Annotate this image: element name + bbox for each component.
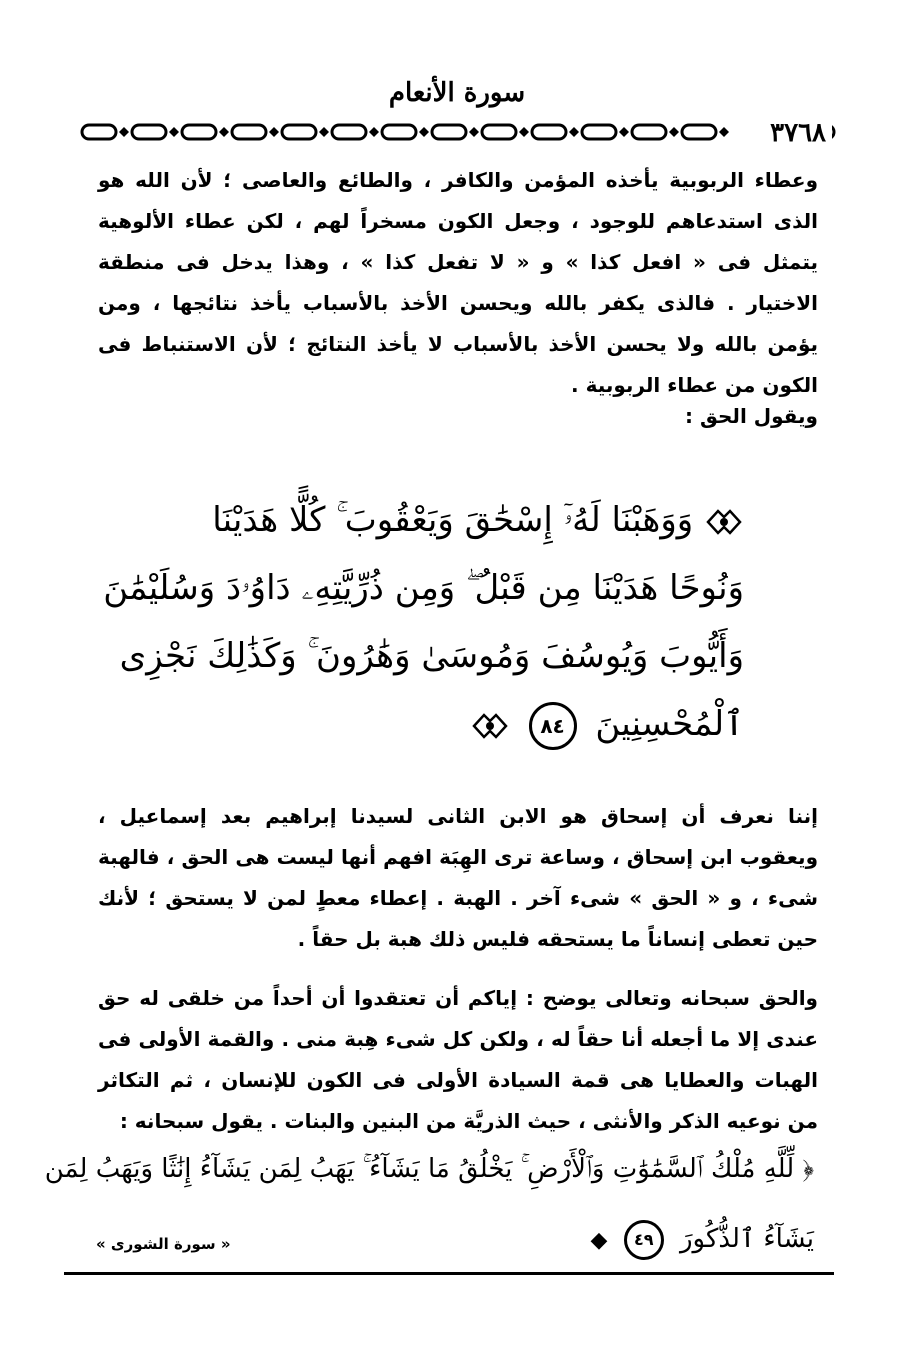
border-link-icon [582,125,629,139]
border-link-icon [432,125,479,139]
border-link-icon [182,125,229,139]
intro-line: ويقول الحق : [685,404,818,428]
verse-line [184,486,744,554]
verse-number-marker: ٤٩ [624,1220,664,1260]
paragraph-1: وعطاء الربوبية يأخذه المؤمن والكافر ، والطائع والعاصى ؛ لأن الله هو الذى استدعاهم للوجود ، وجعل الكون مسخراً لهم ، لكن عطاء الألوهية يتمثل فى « افعل كذا » و « لا تفعل كذا » ، وهذا يدخل فى منطقة الاختيار . فالذى يكفر بالله ويحسن الأخذ بالأسباب يأخذ نتائجها ، ومن يؤمن بالله ولا يحسن الأخذ بالأسباب لا يأخذ النتائج ؛ لأن الاستنباط فى الكون من عطاء الربوبية . [98,168,818,397]
border-link-icon [282,125,329,139]
verse-text: يَشَآءُ ٱلذُّكُورَ [679,1224,814,1254]
border-link-icon [332,125,379,139]
border-link-icon [132,125,179,139]
border-link-icon [232,125,279,139]
closing-bracket-icon: ◆ [590,1228,608,1253]
verse-start-ornament-icon [704,505,744,539]
verse-text: ٱلْمُحْسِنِينَ [595,704,744,744]
border-link-icon [382,125,429,139]
border-link-icon [632,125,679,139]
footnote-reference: « سورة الشورى » [96,1235,231,1253]
border-link-icon [682,125,729,139]
paragraph-3: والحق سبحانه وتعالى يوضح : إياكم أن تعتقدوا أن أحداً من خلقى له حق عندى إلا ما أجعله أنا حقاً له ، ولكن كل شىء هِبة منى . والقمة الأولى فى الهبات والعطايا هى قمة السيادة الأولى فى الكون للإنسان ، ثم التكاثر من نوعيه الذكر والأنثى ، حيث الذريَّة من البنين والبنات . يقول سبحانه : [98,986,818,1133]
footer-rule [64,1272,834,1275]
ornamental-border [78,119,838,145]
border-link-icon [82,125,129,139]
border-link-icon [482,125,529,139]
page-number: ٣٧٦٨ [764,118,832,148]
surah-title: سورة الأنعام [388,78,526,108]
verse-line: ﴿ لِّلَّهِ مُلْكُ ٱلسَّمَٰوَٰتِ وَٱلْأَرْضِ ۚ يَخْلُقُ مَا يَشَآءُ ۚ يَهَبُ لِمَن يَشَآءُ إِنَٰثًا وَيَهَبُ لِمَن [44,1154,814,1184]
verse-line: وَنُوحًا هَدَيْنَا مِن قَبْلُ ۖ وَمِن ذُرِّيَّتِهِۦ دَاوُۥدَ وَسُلَيْمَٰنَ [103,568,744,608]
paragraph-2: إننا نعرف أن إسحاق هو الابن الثانى لسيدنا إبراهيم بعد إسماعيل ، ويعقوب ابن إسحاق ، وساعة ترى الهِبَة افهم أنها ليست هى الحق ، فالهبة شىء ، و « الحق » شىء آخر . الهبة . إعطاء معطٍ لمن لا يستحق ؛ لأنك حين تعطى إنساناً ما يستحقه فليس ذلك هبة بل حقاً . [98,804,818,951]
verse-number-marker: ٨٤ [529,702,577,750]
verse-end-ornament-icon [470,709,510,743]
quran-verse-block [103,486,744,758]
verse-line [184,690,744,758]
quran-verse-block-2 [44,1134,814,1276]
border-link-icon [532,125,579,139]
verse-text: وَوَهَبْنَا لَهُۥٓ إِسْحَٰقَ وَيَعْقُوبَ ۚ كُلًّا هَدَيْنَا [212,500,694,540]
verse-line: وَأَيُّوبَ وَيُوسُفَ وَمُوسَىٰ وَهَٰرُونَ ۚ وَكَذَٰلِكَ نَجْزِى [119,636,744,676]
